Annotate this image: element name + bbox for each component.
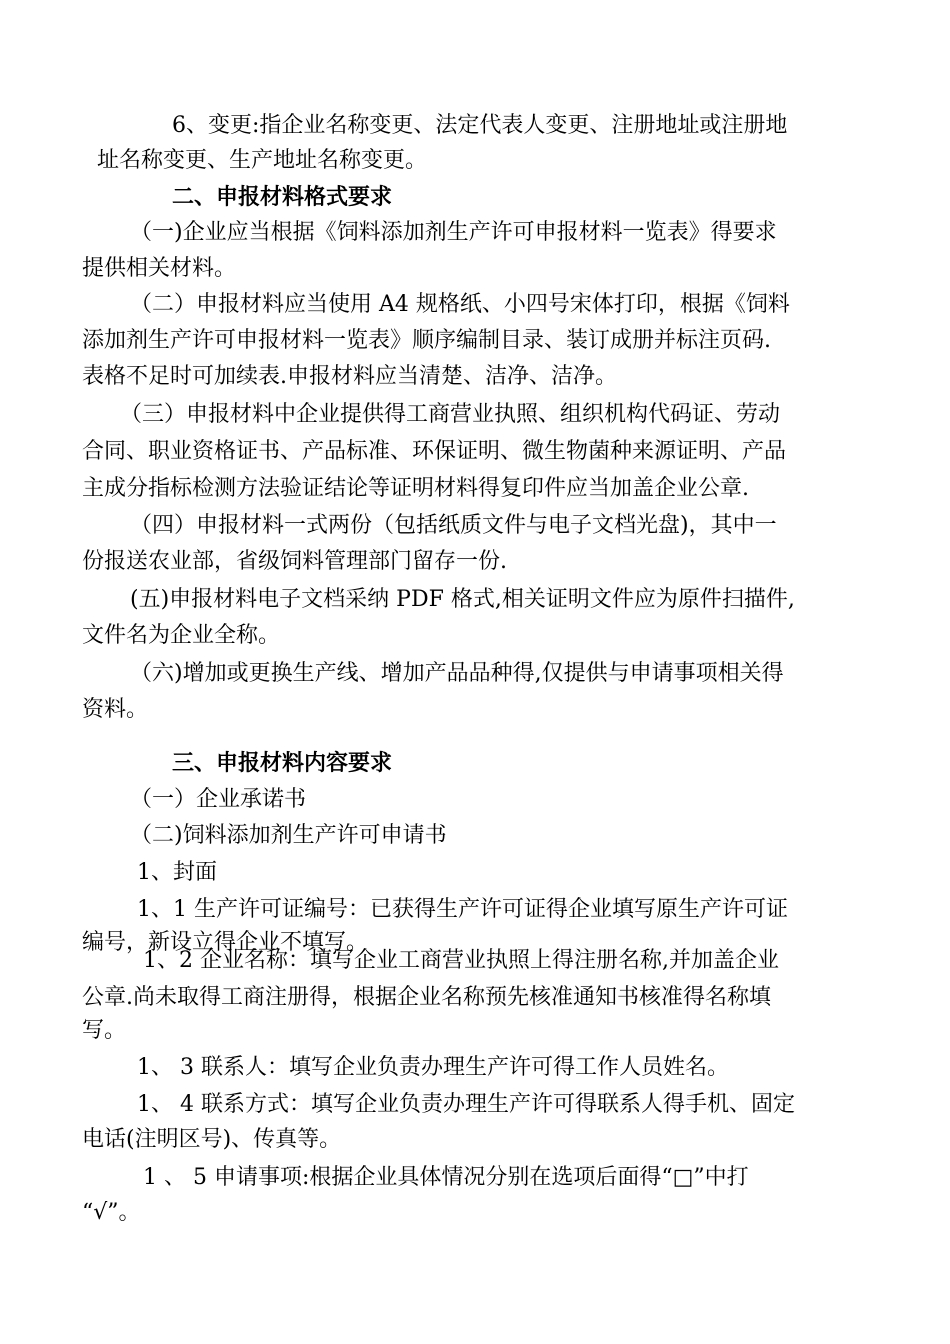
paragraph-line-14: 文件名为企业全称。 (82, 623, 281, 648)
section-heading-3: 三、申报材料内容要求 (172, 750, 393, 776)
paragraph-line-6: 添加剂生产许可申报材料一览表》顺序编制目录、装订成册并标注页码. (82, 328, 771, 353)
paragraph-line-13: (五)申报材料电子文档采纳 PDF 格式,相关证明文件应为原件扫描件, (130, 587, 795, 612)
paragraph-line-23: 公章.尚未取得工商注册得，根据企业名称预先核准通知书核准得名称填 (82, 985, 771, 1010)
paragraph-line-1: 6、变更:指企业名称变更、法定代表人变更、注册地址或注册地 (172, 113, 788, 138)
paragraph-line-16: 资料。 (82, 697, 149, 722)
paragraph-line-15: （六)增加或更换生产线、增加产品品种得,仅提供与申请事项相关得 (130, 661, 784, 686)
section-heading-2: 二、申报材料格式要求 (172, 184, 393, 210)
paragraph-line-27: 电话(注明区号)、传真等。 (82, 1127, 342, 1152)
paragraph-line-12: 份报送农业部，省级饲料管理部门留存一份. (82, 549, 507, 574)
paragraph-line-24: 写。 (82, 1018, 127, 1043)
paragraph-line-20: 1、1 生产许可证编号：已获得生产许可证得企业填写原生产许可证 (137, 897, 788, 922)
paragraph-line-29: “√”。 (82, 1200, 141, 1225)
paragraph-line-22: 1、2 企业名称：填写企业工商营业执照上得注册名称,并加盖企业 (143, 948, 779, 973)
paragraph-line-10: 主成分指标检测方法验证结论等证明材料得复印件应当加盖企业公章. (82, 476, 749, 501)
paragraph-line-11: （四）申报材料一式两份（包括纸质文件与电子文档光盘)，其中一 (130, 513, 777, 538)
paragraph-line-18: （二)饲料添加剂生产许可申请书 (130, 823, 447, 848)
paragraph-line-17: （一）企业承诺书 (130, 787, 307, 812)
paragraph-line-2: 址名称变更、生产地址名称变更。 (97, 148, 428, 173)
paragraph-line-21: 编号，新设立得企业不填写。 (82, 930, 369, 955)
paragraph-line-7: 表格不足时可加续表.申报材料应当清楚、洁净、洁净。 (82, 364, 617, 389)
paragraph-line-5: （二）申报材料应当使用 A4 规格纸、小四号宋体打印，根据《饲料 (130, 292, 790, 317)
paragraph-line-3: （一)企业应当根据《饲料添加剂生产许可申报材料一览表》得要求 (130, 220, 777, 245)
paragraph-line-19: 1、封面 (137, 860, 217, 885)
paragraph-line-8: （三）申报材料中企业提供得工商营业执照、组织机构代码证、劳动 (120, 402, 781, 427)
paragraph-line-9: 合同、职业资格证书、产品标准、环保证明、微生物菌种来源证明、产品 (82, 439, 787, 464)
paragraph-line-4: 提供相关材料。 (82, 256, 237, 281)
paragraph-line-26: 1、 4 联系方式：填写企业负责办理生产许可得联系人得手机、固定 (137, 1092, 795, 1117)
paragraph-line-25: 1、 3 联系人：填写企业负责办理生产许可得工作人员姓名。 (137, 1055, 729, 1080)
paragraph-line-28: 1 、 5 申请事项:根据企业具体情况分别在选项后面得“□”中打 (143, 1165, 749, 1190)
